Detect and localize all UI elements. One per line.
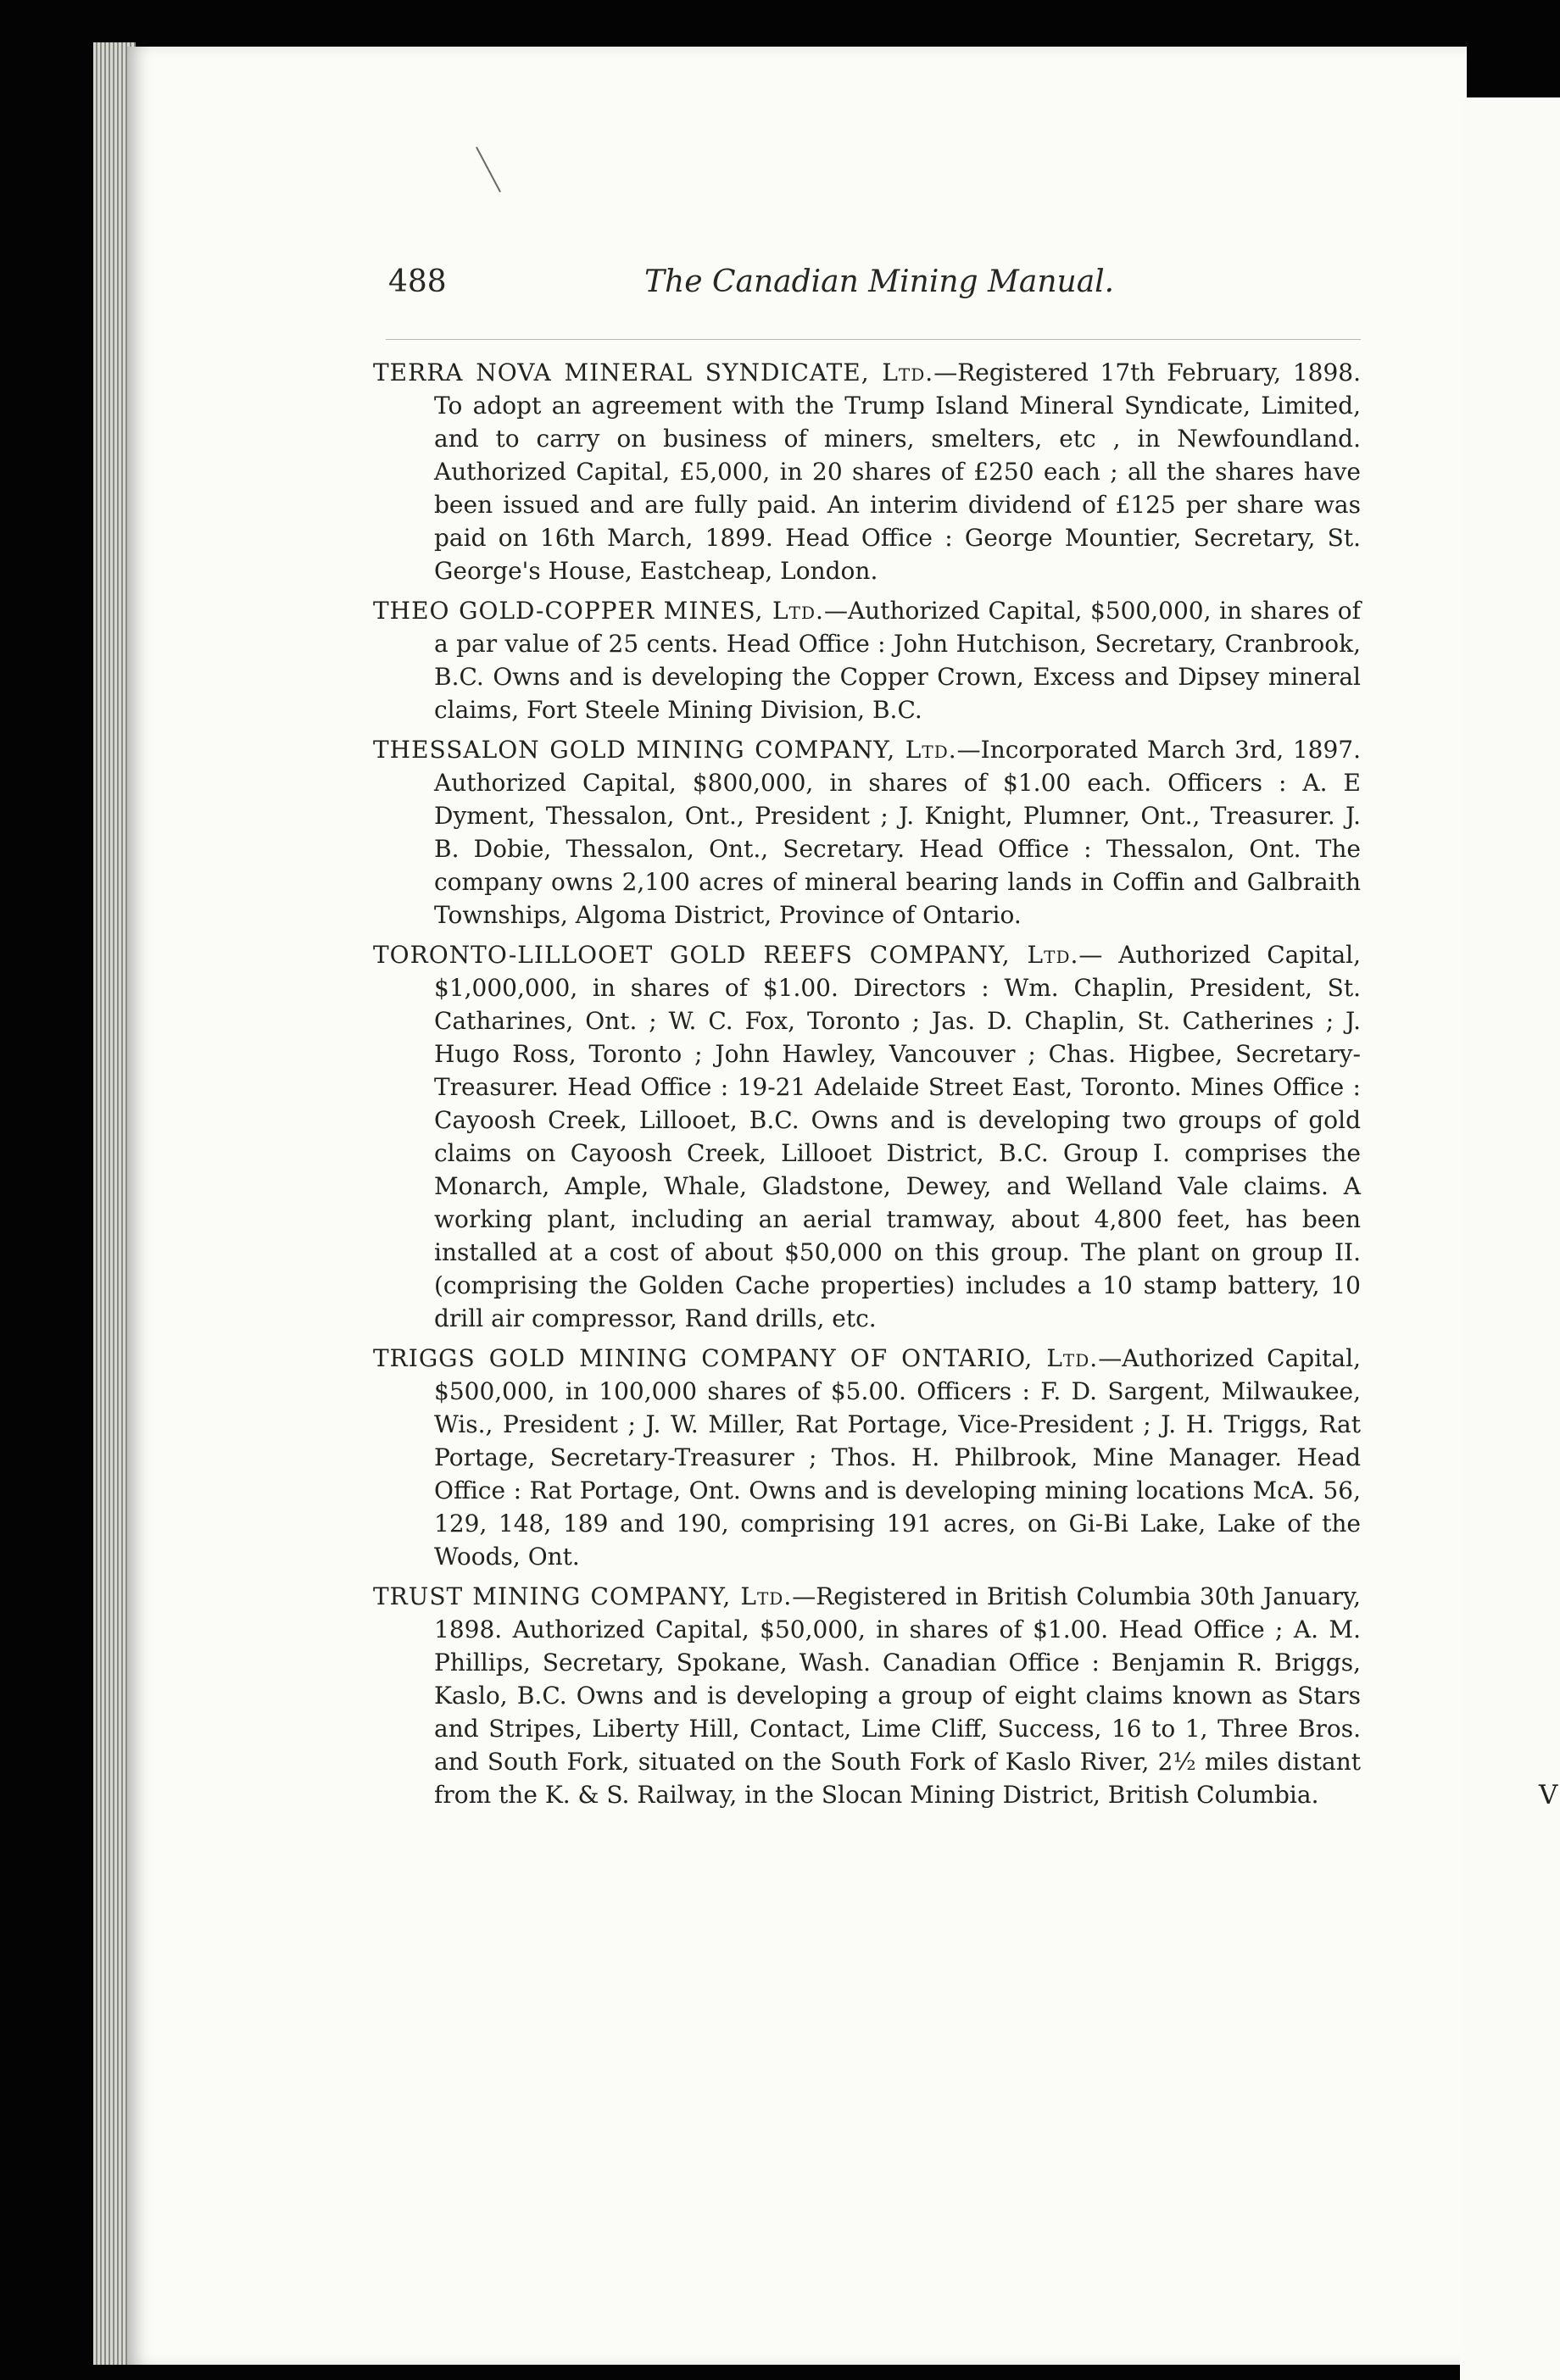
header-rule (386, 339, 1361, 340)
facing-page-edge (1460, 97, 1560, 2380)
entry-body: —Authorized Capital, $500,000, in 100,000 shares of $5.00. Officers : F. D. Sargent, Milwaukee, Wis., President ; J. W. Miller, Rat Portage, Vice-President ; J. H. Triggs, Rat Portage, Secretary-Treasurer ; Thos. H. Philbrook, Mine Manager. Head Office : Rat Portage, Ont. Owns and is developing mining locations McA. 56, 129, 148, 189 and 190, comprising 191 acres, on Gi-Bi Lake, Lake of the Woods, Ont. (434, 1344, 1361, 1571)
entry-trust (373, 1580, 1361, 1811)
page-number: 488 (388, 264, 447, 299)
entry-body: —Registered in British Columbia 30th January, 1898. Authorized Capital, $50,000, in shares of $1.00. Head Office ; A. M. Phillips, Secretary, Spokane, Wash. Canadian Office : Benjamin R. Briggs, Kaslo, B.C. Owns and is developing a group of eight claims known as Stars and Stripes, Liberty Hill, Contact, Lime Cliff, Success, 16 to 1, Three Bros. and South Fork, situated on the South Fork of Kaslo River, 2½ miles distant from the K. & S. Railway, in the Slocan Mining District, British Columbia. (434, 1582, 1361, 1809)
entry-name: TRIGGS GOLD MINING COMPANY OF ONTARIO, Ltd. (373, 1344, 1099, 1372)
company-entries (373, 356, 1361, 1818)
entry-name: TERRA NOVA MINERAL SYNDICATE, Ltd. (373, 359, 934, 386)
entry-body: —Registered 17th February, 1898. To adopt an agreement with the Trump Island Mineral Syndicate, Limited, and to carry on business of miners, smelters, etc , in Newfoundland. Authorized Capital, £5,000, in 20 shares of £250 each ; all the shares have been issued and are fully paid. An interim dividend of £125 per share was paid on 16th March, 1899. Head Office : George Mountier, Secretary, St. George's House, Eastcheap, London. (434, 359, 1361, 585)
facing-page-letter: V (1539, 1780, 1558, 1810)
entry-body: —Incorporated March 3rd, 1897. Authorized Capital, $800,000, in shares of $1.00 each. Officers : A. E Dyment, Thessalon, Ont., President ; J. Knight, Plumner, Ont., Treasurer. J. B. Dobie, Thessalon, Ont., Secretary. Head Office : Thessalon, Ont. The company owns 2,100 acres of mineral bearing lands in Coffin and Galbraith Townships, Algoma District, Province of Ontario. (434, 736, 1362, 929)
entry-thessalon (373, 733, 1361, 931)
entry-toronto-lillooet (373, 938, 1361, 1335)
entry-name: TORONTO-LILLOOET GOLD REEFS COMPANY, Ltd. (373, 941, 1079, 969)
entry-name: TRUST MINING COMPANY, Ltd. (373, 1582, 793, 1610)
entry-terra-nova (373, 356, 1361, 587)
entry-name: THEO GOLD-COPPER MINES, Ltd. (373, 597, 824, 625)
entry-triggs (373, 1342, 1361, 1573)
entry-body: — Authorized Capital, $1,000,000, in shares of $1.00. Directors : Wm. Chaplin, President, St. Catharines, Ont. ; W. C. Fox, Toronto ; Jas. D. Chaplin, St. Catherines ; J. Hugo Ross, Toronto ; John Hawley, Vancouver ; Chas. Higbee, Secretary-Treasurer. Head Office : 19-21 Adelaide Street East, Toronto. Mines Office : Cayoosh Creek, Lillooet, B.C. Owns and is developing two groups of gold claims on Cayoosh Creek, Lillooet District, B.C. Group I. comprises the Monarch, Ample, Whale, Gladstone, Dewey, and Welland Vale claims. A working plant, including an aerial tramway, about 4,800 feet, has been installed at a cost of about $50,000 on this group. The plant on group II. (comprising the Golden Cache properties) includes a 10 stamp battery, 10 drill air compressor, Rand drills, etc. (434, 941, 1361, 1332)
entry-name: THESSALON GOLD MINING COMPANY, Ltd. (373, 736, 957, 764)
running-title: The Canadian Mining Manual. (644, 264, 1115, 299)
entry-body: —Authorized Capital, $500,000, in shares of a par value of 25 cents. Head Office : John Hutchison, Secretary, Cranbrook, B.C. Owns and is developing the Copper Crown, Excess and Dipsey mineral claims, Fort Steele Mining Division, B.C. (434, 597, 1361, 724)
entry-theo (373, 594, 1361, 726)
